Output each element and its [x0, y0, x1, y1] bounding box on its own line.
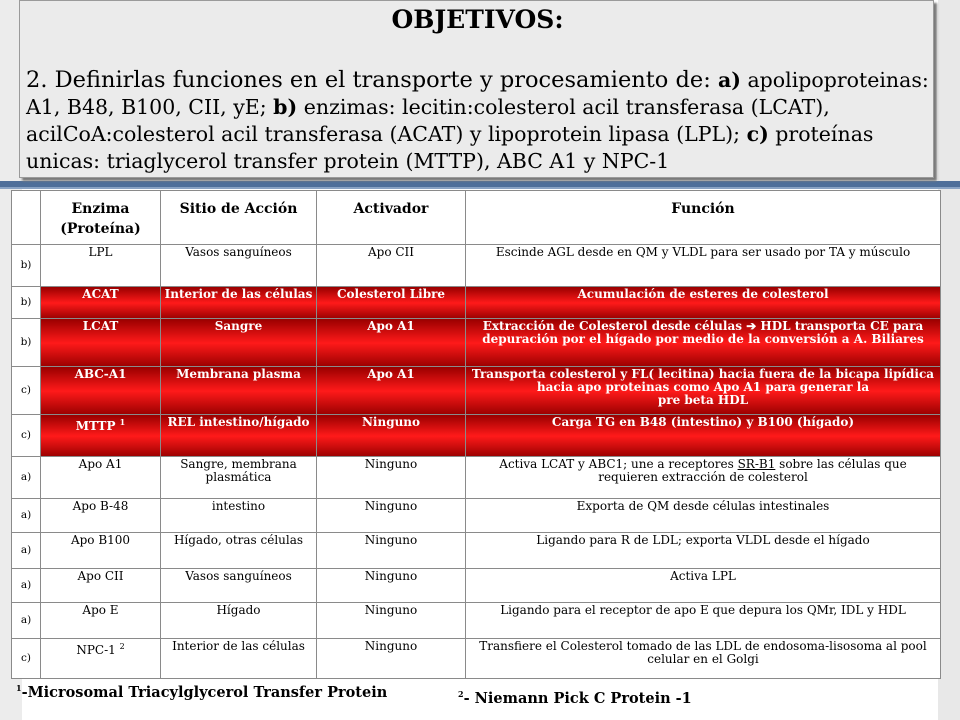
- footnote-ref: 1: [119, 417, 126, 427]
- row-index: b): [12, 287, 41, 319]
- table-row: [12, 245, 941, 287]
- cell-activador: Ninguno: [317, 639, 466, 679]
- cell-activador: Ninguno: [317, 457, 466, 499]
- table-row: [12, 533, 941, 569]
- table-row: [12, 639, 941, 679]
- footnote-1: [16, 683, 387, 701]
- table-row: [12, 569, 941, 603]
- cell-activador: Apo CII: [317, 245, 466, 287]
- cell-sitio: REL intestino/hígado: [161, 415, 317, 457]
- table-row: [12, 287, 941, 319]
- decorative-strip-light: [0, 187, 960, 189]
- cell-activador: Apo A1: [317, 367, 466, 415]
- cell-funcion: Ligando para R de LDL; exporta VLDL desde el hígado: [466, 533, 941, 569]
- objectives-lead: 2. Definirlas funciones en el transporte y procesamiento de:: [26, 67, 718, 93]
- row-index: a): [12, 603, 41, 639]
- cell-funcion: Acumulación de esteres de colesterol: [466, 287, 941, 319]
- funcion-part-a: Extracción de Colesterol desde células: [482, 319, 747, 333]
- enzima-name: NPC-1: [76, 643, 116, 657]
- table-row: [12, 367, 941, 415]
- row-index: c): [12, 639, 41, 679]
- objective-c-label: c): [746, 122, 769, 146]
- cell-funcion: Carga TG en B48 (intestino) y B100 (hígado): [466, 415, 941, 457]
- cell-activador: Ninguno: [317, 603, 466, 639]
- funcion-part-b: HDL transporta CE para depuración por el hígado por medio de la conversión a A. Biliares: [482, 319, 924, 346]
- header-funcion: Función: [466, 191, 941, 245]
- cell-enzima: ACAT: [41, 287, 161, 319]
- cell-sitio: Vasos sanguíneos: [161, 245, 317, 287]
- objectives-title: OBJETIVOS:: [391, 5, 564, 34]
- cell-enzima: Apo B100: [41, 533, 161, 569]
- footnote-1-marker: 1: [16, 683, 22, 693]
- header-activador: Activador: [317, 191, 466, 245]
- cell-enzima: Apo A1: [41, 457, 161, 499]
- cell-funcion: Transfiere el Colesterol tomado de las LDL de endosoma-lisosoma al pool celular en el Golgi: [466, 639, 941, 679]
- cell-sitio: Sangre, membrana plasmática: [161, 457, 317, 499]
- footnote-1-text: -Microsomal Triacylglycerol Transfer Protein: [21, 683, 388, 701]
- table-row: [12, 457, 941, 499]
- cell-funcion: [466, 457, 941, 499]
- cell-activador: Colesterol Libre: [317, 287, 466, 319]
- cell-enzima: LPL: [41, 245, 161, 287]
- objectives-text: [26, 67, 931, 175]
- objective-b-label: b): [273, 95, 298, 119]
- funcion-part-a: Transporta colesterol y FL( lecitina) hacia fuera de la bicapa lipídica hacia apo proteinas como Apo A1 para generar la: [471, 367, 935, 394]
- cell-funcion: [466, 367, 941, 415]
- right-background: [938, 0, 960, 720]
- header-index: [12, 191, 41, 245]
- header-enzima: Enzima (Proteína): [41, 191, 161, 245]
- cell-enzima: ABC-A1: [41, 367, 161, 415]
- cell-enzima: Apo B-48: [41, 499, 161, 533]
- cell-funcion: [466, 319, 941, 367]
- cell-funcion: Exporta de QM desde células intestinales: [466, 499, 941, 533]
- enzima-name: MTTP: [75, 419, 116, 433]
- cell-sitio: Interior de las células: [161, 287, 317, 319]
- arrow-right-icon: ➔: [746, 319, 757, 333]
- cell-sitio: Hígado: [161, 603, 317, 639]
- footnote-2: [458, 689, 692, 707]
- cell-sitio: Sangre: [161, 319, 317, 367]
- row-index: a): [12, 533, 41, 569]
- table-row: [12, 499, 941, 533]
- row-index: c): [12, 367, 41, 415]
- row-index: a): [12, 499, 41, 533]
- funcion-underlined: SR-B1: [737, 457, 776, 471]
- cell-activador: Ninguno: [317, 533, 466, 569]
- table-header-row: [12, 191, 941, 245]
- objective-a-label: a): [717, 68, 741, 92]
- header-sitio: Sitio de Acción: [161, 191, 317, 245]
- funcion-part-b: sobre las células que requieren extracción de colesterol: [598, 457, 907, 484]
- cell-activador: Ninguno: [317, 499, 466, 533]
- table-row: [12, 319, 941, 367]
- objective-b-text: enzimas: lecitin:colesterol acil transferasa (LCAT), acilCoA:colesterol acil transferasa (ACAT) y lipoprotein lipasa (LPL);: [26, 95, 830, 146]
- row-index: a): [12, 457, 41, 499]
- footnote-ref: 2: [119, 642, 125, 651]
- cell-enzima: [41, 639, 161, 679]
- cell-funcion: Activa LPL: [466, 569, 941, 603]
- cell-sitio: intestino: [161, 499, 317, 533]
- cell-enzima: LCAT: [41, 319, 161, 367]
- cell-enzima: Apo E: [41, 603, 161, 639]
- cell-activador: Apo A1: [317, 319, 466, 367]
- row-index: c): [12, 415, 41, 457]
- cell-sitio: Interior de las células: [161, 639, 317, 679]
- enzymes-table: [11, 190, 941, 679]
- objective-c-text: proteínas unicas: triaglycerol transfer protein (MTTP), ABC A1 y NPC-1: [26, 122, 874, 173]
- cell-sitio: Vasos sanguíneos: [161, 569, 317, 603]
- cell-enzima: Apo CII: [41, 569, 161, 603]
- cell-funcion: Ligando para el receptor de apo E que depura los QMr, IDL y HDL: [466, 603, 941, 639]
- cell-funcion: Escinde AGL desde en QM y VLDL para ser usado por TA y músculo: [466, 245, 941, 287]
- table-row: [12, 603, 941, 639]
- cell-activador: Ninguno: [317, 569, 466, 603]
- table-row: [12, 415, 941, 457]
- cell-sitio: Membrana plasma: [161, 367, 317, 415]
- row-index: a): [12, 569, 41, 603]
- funcion-part-a: Activa LCAT y ABC1; une a receptores: [499, 457, 738, 471]
- cell-enzima: [41, 415, 161, 457]
- cell-activador: Ninguno: [317, 415, 466, 457]
- objectives-panel: [19, 0, 934, 178]
- footnote-2-marker: 2: [458, 689, 464, 699]
- footnote-2-text: - Niemann Pick C Protein -1: [463, 689, 692, 707]
- funcion-part-b: pre beta HDL: [657, 393, 749, 407]
- objective-a-text: apolipoproteinas: A1, B48, B100, CII, yE;: [26, 68, 929, 119]
- row-index: b): [12, 245, 41, 287]
- cell-sitio: Hígado, otras células: [161, 533, 317, 569]
- row-index: b): [12, 319, 41, 367]
